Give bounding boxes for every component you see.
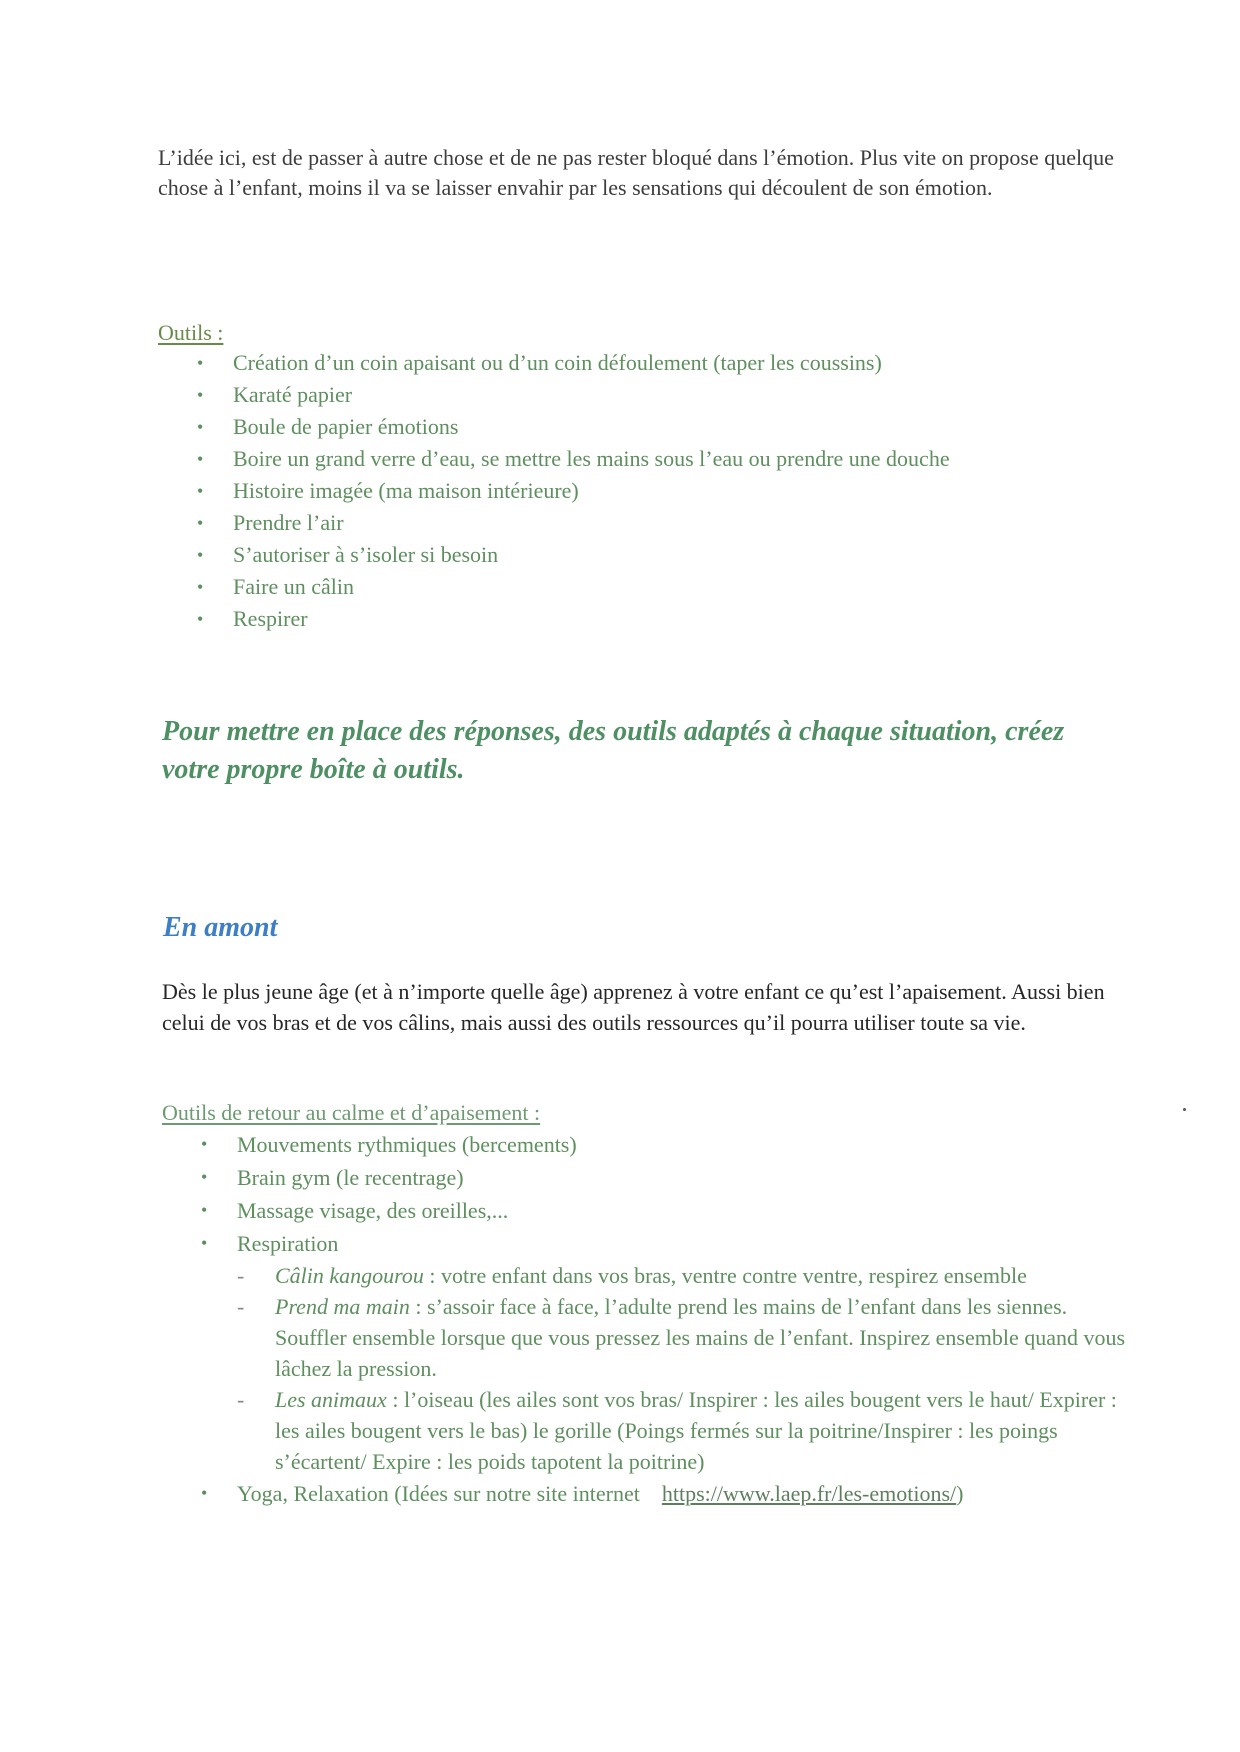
exercise-name: Prend ma main xyxy=(275,1294,410,1319)
breathing-sublist xyxy=(237,1260,1135,1477)
list-item: • Respiration - Câlin kangourou : votre enfant dans vos bras, ventre contre ventre, respirez ensemble - Prend ma main : s’assoir face à face, l’adulte prend les mains de l’enfant dans les siennes. Souffler ensemble lorsque que vous pressez les mains de l’enfant. Inspirez ensemble quand vous lâchez la pression. - Les animaux : l’oiseau (les ailes sont vos bras/ Inspirer : les ailes bougent vers le haut/ Expirer : les ailes bougent vers le bas) le gorille (Poings fermés sur la poitrine/Inspirer : les poings s’écartent/ Expire : les poids tapotent la poitrine) xyxy=(237,1227,1135,1477)
scan-speck xyxy=(1183,1108,1186,1111)
tools-list xyxy=(197,348,950,636)
section-title-en-amont: En amont xyxy=(163,912,278,943)
sub-list-item: - Prend ma main : s’assoir face à face, l’adulte prend les mains de l’enfant dans les siennes. Souffler ensemble lorsque que vous pressez les mains de l’enfant. Inspirez ensemble quand vous lâchez la pression. xyxy=(275,1291,1135,1384)
list-item: • Massage visage, des oreilles,... xyxy=(237,1194,1135,1227)
list-item: • Brain gym (le recentrage) xyxy=(237,1161,1135,1194)
bullet-icon: • xyxy=(197,385,204,405)
en-amont-paragraph: Dès le plus jeune âge (et à n’importe quelle âge) apprenez à votre enfant ce qu’est l’apaisement. Aussi bien celui de vos bras et de vos câlins, mais aussi des outils ressources qu’il pourra utiliser toute sa vie. xyxy=(162,979,1105,1035)
bullet-icon: • xyxy=(197,449,204,469)
list-item: • Faire un câlin xyxy=(233,572,950,604)
list-item: • Boule de papier émotions xyxy=(233,412,950,444)
exercise-name: Les animaux xyxy=(275,1387,387,1412)
bullet-icon: • xyxy=(197,545,204,565)
tools-heading: Outils : xyxy=(158,320,224,345)
bullet-icon: • xyxy=(197,609,204,629)
bullet-icon: • xyxy=(197,353,204,373)
bullet-icon: • xyxy=(197,481,204,501)
callout-text: Pour mettre en place des réponses, des outils adaptés à chaque situation, créez votre propre boîte à outils. xyxy=(162,716,1065,785)
sub-list-item: - Les animaux : l’oiseau (les ailes sont vos bras/ Inspirer : les ailes bougent vers le haut/ Expirer : les ailes bougent vers le bas) le gorille (Poings fermés sur la poitrine/Inspirer : les poings s’écartent/ Expire : les poids tapotent la poitrine) xyxy=(275,1384,1135,1477)
bullet-icon: • xyxy=(201,1200,208,1220)
bullet-icon: • xyxy=(197,417,204,437)
calm-tools-heading: Outils de retour au calme et d’apaisement : xyxy=(162,1100,541,1125)
list-item: • Yoga, Relaxation (Idées sur notre site internet https://www.laep.fr/les-emotions/) xyxy=(237,1477,1135,1510)
dash-icon: - xyxy=(237,1263,245,1288)
list-item: • Mouvements rythmiques (bercements) xyxy=(237,1128,1135,1161)
list-item: • Respirer xyxy=(233,604,950,636)
list-item: • S’autoriser à s’isoler si besoin xyxy=(233,540,950,572)
list-item: • Boire un grand verre d’eau, se mettre les mains sous l’eau ou prendre une douche xyxy=(233,444,950,476)
laep-emotions-link[interactable]: https://www.laep.fr/les-emotions/ xyxy=(661,1481,957,1506)
bullet-icon: • xyxy=(197,577,204,597)
calm-tools-list xyxy=(201,1128,1135,1510)
list-item: • Création d’un coin apaisant ou d’un coin défoulement (taper les coussins) xyxy=(233,348,950,380)
exercise-name: Câlin kangourou xyxy=(275,1263,424,1288)
dash-icon: - xyxy=(237,1387,245,1412)
list-item: • Prendre l’air xyxy=(233,508,950,540)
bullet-icon: • xyxy=(197,513,204,533)
list-item: • Histoire imagée (ma maison intérieure) xyxy=(233,476,950,508)
dash-icon: - xyxy=(237,1294,245,1319)
bullet-icon: • xyxy=(201,1134,208,1154)
bullet-icon: • xyxy=(201,1167,208,1187)
sub-list-item: - Câlin kangourou : votre enfant dans vos bras, ventre contre ventre, respirez ensemble xyxy=(275,1260,1135,1291)
bullet-icon: • xyxy=(201,1483,208,1503)
list-item: • Karaté papier xyxy=(233,380,950,412)
intro-paragraph: L’idée ici, est de passer à autre chose et de ne pas rester bloqué dans l’émotion. Plus vite on propose quelque chose à l’enfant, moins il va se laisser envahir par les sensations qui découlent de son émotion. xyxy=(158,145,1114,200)
bullet-icon: • xyxy=(201,1233,208,1253)
